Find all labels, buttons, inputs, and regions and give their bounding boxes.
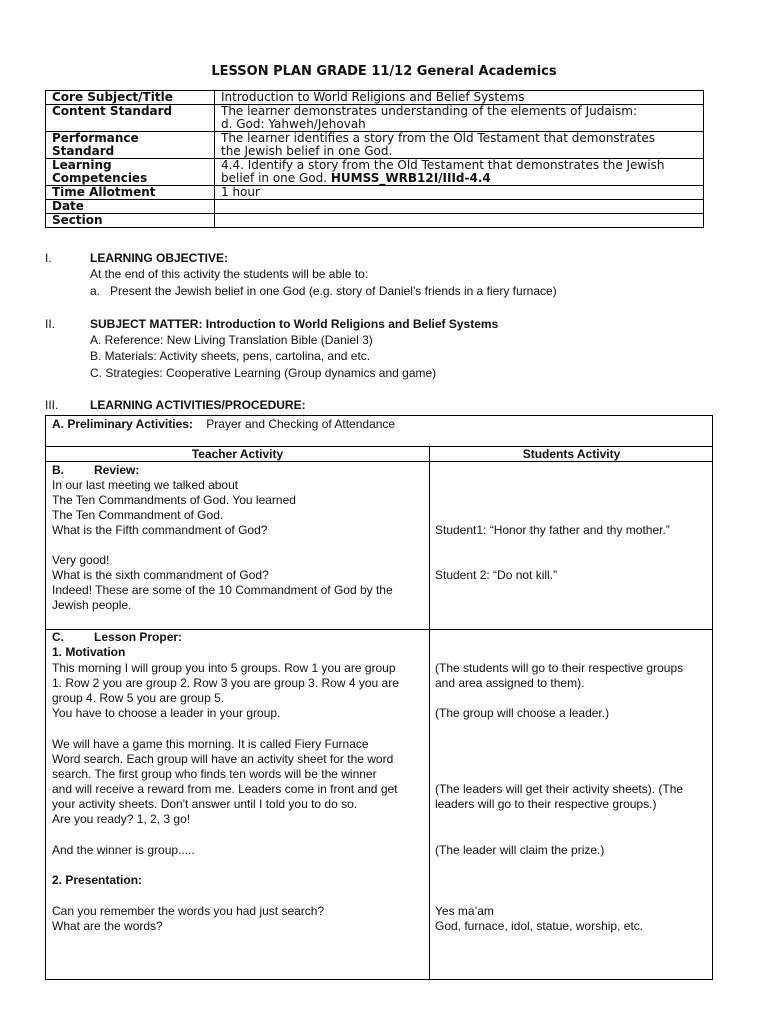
preliminary-text: Prayer and Checking of Attendance [206, 417, 396, 431]
table-row [46, 200, 704, 214]
info-value-line: The learner identifies a story from the Old Testament that demonstrates [221, 131, 656, 145]
preliminary-row [46, 416, 712, 447]
info-value-text: belief in one God. [221, 171, 328, 185]
student-response: Yes ma’am [435, 904, 494, 918]
review-heading [52, 463, 139, 478]
students-activity-header: Students Activity [522, 447, 621, 461]
info-value [215, 159, 704, 186]
info-label-line: Learning [52, 158, 112, 172]
lesson-marker: C. [52, 630, 64, 644]
student-response: and area assigned to them). [435, 676, 585, 690]
info-value-line [221, 172, 697, 185]
teacher-line: Word search. Each group will have an activity sheet for the word [52, 752, 394, 766]
table-row [46, 159, 704, 186]
info-label-line: Performance [52, 131, 139, 145]
subject-line: B. Materials: Activity sheets, pens, cartolina, and etc. [90, 349, 371, 363]
info-value [215, 214, 704, 228]
teacher-line: Can you remember the words you had just search? [52, 904, 325, 918]
teacher-line: Are you ready? 1, 2, 3 go! [52, 812, 191, 826]
info-label-line: Competencies [52, 171, 148, 185]
info-label: Time Allotment [46, 186, 215, 200]
teacher-line: In our last meeting we talked about [52, 478, 239, 492]
section-heading: LEARNING OBJECTIVE: [90, 251, 229, 265]
info-value-line: 4.4. Identify a story from the Old Testament that demonstrates the Jewish [221, 158, 665, 172]
teacher-line: group 4. Row 5 you are group 5. [52, 691, 225, 705]
table-row [46, 132, 704, 159]
teacher-line: The Ten Commandments of God. You learned [52, 493, 296, 507]
item-text: Present the Jewish belief in one God (e.g. story of Daniel’s friends in a fiery furnace) [110, 284, 557, 298]
info-label: Date [46, 200, 215, 214]
subject-line: A. Reference: New Living Translation Bible (Daniel 3) [90, 333, 373, 347]
student-response: (The students will go to their respective groups [435, 661, 684, 675]
teacher-activity-header: Teacher Activity [191, 447, 284, 461]
info-value-line: The learner demonstrates understanding of the elements of Judaism: [221, 104, 637, 118]
info-value-line: d. God: Yahweh/Jehovah [221, 117, 366, 131]
student-response: (The group will choose a leader.) [435, 706, 610, 720]
teacher-line: You have to choose a leader in your group. [52, 706, 281, 720]
teacher-line: 1. Row 2 you are group 2. Row 3 you are group 3. Row 4 you are [52, 676, 399, 690]
student-response: Student1: “Honor thy father and thy mother.” [435, 523, 670, 537]
teacher-line: And the winner is group..... [52, 843, 195, 857]
teacher-line: What are the words? [52, 919, 163, 933]
info-label: Section [46, 214, 215, 228]
subject-line: C. Strategies: Cooperative Learning (Group dynamics and game) [90, 366, 437, 380]
info-label [46, 159, 215, 186]
lesson-title: Lesson Proper: [94, 630, 183, 644]
info-label: Content Standard [46, 105, 215, 132]
teacher-line: This morning I will group you into 5 groups. Row 1 you are group [52, 661, 396, 675]
table-row [46, 91, 704, 105]
student-response: Student 2: “Do not kill.” [435, 568, 558, 582]
preliminary-label: A. Preliminary Activities: [52, 417, 193, 431]
competency-code: HUMSS_WRB12I/IIId-4.4 [330, 171, 491, 185]
table-row [46, 105, 704, 132]
section-number: I. [45, 251, 52, 265]
student-response: God, furnace, idol, statue, worship, etc. [435, 919, 644, 933]
info-value: Introduction to World Religions and Belief Systems [215, 91, 704, 105]
item-marker: a. [90, 284, 101, 298]
info-value [215, 105, 704, 132]
teacher-line: We will have a game this morning. It is called Fiery Furnace [52, 737, 369, 751]
teacher-line: and will receive a reward from me. Leaders come in front and get [52, 782, 398, 796]
student-response: leaders will go to their respective groups.) [435, 797, 657, 811]
objective-intro: At the end of this activity the students will be able to: [90, 267, 369, 281]
info-value [215, 200, 704, 214]
objective-item [90, 284, 557, 299]
teacher-line: Very good! [52, 553, 110, 567]
student-response: (The leader will claim the prize.) [435, 843, 605, 857]
student-response: (The leaders will get their activity sheets). (The [435, 782, 684, 796]
section-heading: LEARNING ACTIVITIES/PROCEDURE: [90, 398, 306, 412]
column-divider [429, 447, 430, 979]
activities-header-row [46, 447, 712, 462]
info-label-line: Standard [52, 144, 115, 158]
table-row [46, 186, 704, 200]
teacher-line: What is the sixth commandment of God? [52, 568, 269, 582]
section-heading: SUBJECT MATTER: Introduction to World Religions and Belief Systems [90, 317, 499, 331]
review-marker: B. [52, 463, 64, 477]
info-label: Core Subject/Title [46, 91, 215, 105]
teacher-line: Jewish people. [52, 598, 132, 612]
motivation-heading: 1. Motivation [52, 645, 126, 659]
info-value: 1 hour [215, 186, 704, 200]
teacher-line: What is the Fifth commandment of God? [52, 523, 268, 537]
section-number: II. [45, 317, 56, 331]
teacher-line: your activity sheets. Don't answer until I told you to do so. [52, 797, 358, 811]
document-title: LESSON PLAN GRADE 11/12 General Academics [211, 64, 557, 79]
teacher-line: Indeed! These are some of the 10 Commandment of God by the [52, 583, 393, 597]
teacher-line: The Ten Commandment of God. [52, 508, 224, 522]
review-title: Review: [94, 463, 140, 477]
info-label [46, 132, 215, 159]
section-number: III. [45, 398, 59, 412]
presentation-heading: 2. Presentation: [52, 873, 143, 887]
lesson-proper-heading [52, 630, 182, 645]
info-value-line: the Jewish belief in one God. [221, 144, 393, 158]
activities-table [45, 415, 713, 980]
lesson-info-table [45, 90, 704, 228]
table-row [46, 214, 704, 228]
teacher-line: search. The first group who finds ten words will be the winner [52, 767, 377, 781]
info-value [215, 132, 704, 159]
